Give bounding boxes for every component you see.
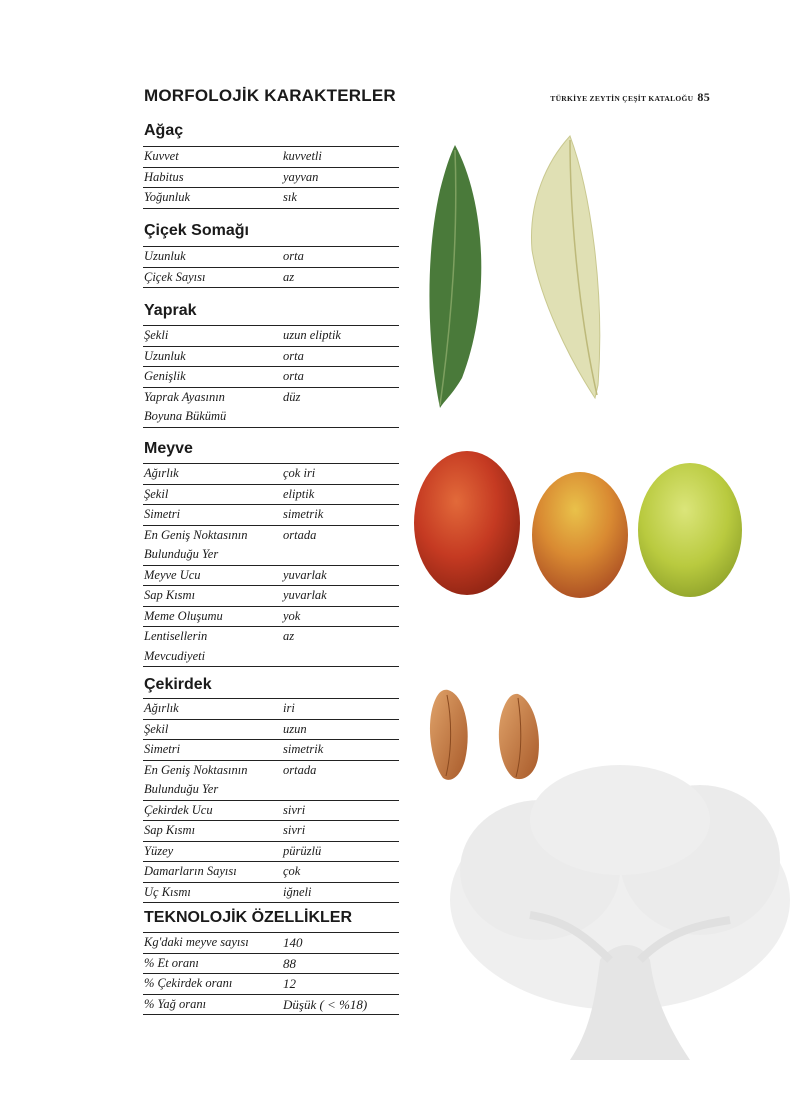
table-row xyxy=(143,168,399,189)
table-row xyxy=(143,485,399,506)
row-value: uzun eliptik xyxy=(283,328,341,342)
table-teknolojik xyxy=(143,932,399,1015)
row-value: az xyxy=(283,269,295,284)
row-value: orta xyxy=(283,249,304,263)
row-key: Genişlik xyxy=(144,369,186,383)
table-yaprak xyxy=(143,325,399,428)
running-header xyxy=(550,90,710,105)
row-value: yuvarlak xyxy=(283,588,327,602)
row-value: uzun xyxy=(283,721,307,736)
section-title-meyve: Meyve xyxy=(144,440,193,457)
section-title-yaprak: Yaprak xyxy=(144,302,197,319)
row-value: Düşük ( < %18) xyxy=(283,996,368,1012)
olive-red xyxy=(414,451,520,595)
table-row xyxy=(143,566,399,587)
row-key: % Et oranı xyxy=(144,955,199,970)
page-title: MORFOLOJİK KARAKTERLER xyxy=(144,86,396,105)
row-value: sık xyxy=(283,190,297,204)
row-key: Şekil xyxy=(144,486,169,501)
row-key: Lentisellerin xyxy=(144,629,208,643)
row-key: Kuvvet xyxy=(144,149,179,163)
table-row xyxy=(143,586,399,607)
table-row xyxy=(143,974,399,995)
table-row xyxy=(143,995,399,1016)
row-key: Yoğunluk xyxy=(144,190,191,204)
table-cicek xyxy=(143,246,399,288)
row-value: iğneli xyxy=(283,884,312,899)
table-cekirdek xyxy=(143,698,399,903)
row-key: Ağırlık xyxy=(144,466,179,480)
row-key: En Geniş Noktasının xyxy=(144,527,248,542)
row-key: Uç Kısmı xyxy=(144,884,191,899)
row-key: Sap Kısmı xyxy=(144,588,196,602)
row-value: iri xyxy=(283,701,295,715)
leaf-upper-side xyxy=(429,145,481,408)
row-value: düz xyxy=(283,389,301,404)
row-value: ortada xyxy=(283,527,317,542)
row-key: Yaprak Ayasının xyxy=(144,389,225,404)
row-value: sivri xyxy=(283,802,306,817)
row-key: Sap Kısmı xyxy=(144,823,196,837)
table-row xyxy=(143,647,399,668)
table-row xyxy=(143,388,399,408)
olive-tree-watermark xyxy=(450,765,790,1060)
section-title-cekirdek: Çekirdek xyxy=(144,676,212,693)
olive-pit-left xyxy=(430,690,468,780)
row-value: sivri xyxy=(283,823,306,837)
table-row xyxy=(143,740,399,761)
row-key: Şekli xyxy=(144,328,169,342)
row-value: orta xyxy=(283,369,304,383)
row-key: Kg'daki meyve sayısı xyxy=(144,935,249,949)
table-row xyxy=(143,268,399,289)
row-value: eliptik xyxy=(283,486,315,501)
page-number: 85 xyxy=(697,90,710,104)
row-key: Ağırlık xyxy=(144,701,179,715)
table-row xyxy=(143,147,399,168)
row-value: pürüzlü xyxy=(283,843,322,858)
row-value: simetrik xyxy=(283,742,324,756)
row-value: simetrik xyxy=(283,507,324,521)
table-row xyxy=(143,821,399,842)
section-title-agac: Ağaç xyxy=(144,122,184,139)
table-row xyxy=(143,883,399,904)
table-row xyxy=(143,367,399,388)
row-value: yuvarlak xyxy=(283,567,327,582)
table-row xyxy=(143,505,399,526)
row-value: yayvan xyxy=(283,169,319,184)
table-row xyxy=(143,464,399,485)
row-key: Habitus xyxy=(144,169,184,184)
row-value: orta xyxy=(283,348,304,363)
row-key: Bulunduğu Yer xyxy=(144,782,219,796)
row-key: Boyuna Bükümü xyxy=(144,409,227,423)
row-value: ortada xyxy=(283,762,317,777)
olive-pit-right xyxy=(499,694,539,779)
table-row xyxy=(143,842,399,863)
row-key: Uzunluk xyxy=(144,249,186,263)
table-row xyxy=(143,720,399,741)
row-value: 140 xyxy=(283,935,303,950)
row-key: En Geniş Noktasının xyxy=(144,762,248,777)
row-key: Damarların Sayısı xyxy=(144,864,237,878)
row-value: 88 xyxy=(283,955,296,971)
row-key: Uzunluk xyxy=(144,348,186,363)
leaf-under-side xyxy=(531,136,599,398)
table-row xyxy=(143,780,399,801)
row-key: Simetri xyxy=(144,507,181,521)
table-row xyxy=(143,407,399,428)
table-row xyxy=(143,247,399,268)
table-row xyxy=(143,862,399,883)
row-key: Bulunduğu Yer xyxy=(144,547,219,561)
row-value: çok iri xyxy=(283,466,316,480)
table-row xyxy=(143,545,399,566)
catalog-name: TÜRKİYE ZEYTİN ÇEŞİT KATALOĞU xyxy=(550,94,694,103)
table-row xyxy=(143,627,399,647)
row-value: 12 xyxy=(283,976,296,991)
olive-orange xyxy=(532,472,628,598)
table-row xyxy=(143,326,399,347)
row-value: çok xyxy=(283,864,301,878)
section-title-cicek: Çiçek Somağı xyxy=(144,222,249,239)
row-key: % Çekirdek oranı xyxy=(144,976,233,990)
table-row xyxy=(143,801,399,822)
table-meyve xyxy=(143,463,399,667)
row-key: Çekirdek Ucu xyxy=(144,802,213,817)
row-value: kuvvetli xyxy=(283,149,322,163)
table-row xyxy=(143,188,399,209)
row-key: Yüzey xyxy=(144,843,174,858)
table-agac xyxy=(143,146,399,209)
table-row xyxy=(143,761,399,781)
row-key: Şekil xyxy=(144,721,169,736)
row-key: Meyve Ucu xyxy=(144,567,201,582)
row-key: Mevcudiyeti xyxy=(144,648,206,663)
table-row xyxy=(143,699,399,720)
row-key: Simetri xyxy=(144,742,181,756)
olive-green xyxy=(638,463,742,597)
section-title-teknolojik: TEKNOLOJİK ÖZELLİKLER xyxy=(144,909,352,926)
row-key: Çiçek Sayısı xyxy=(144,269,206,284)
table-row xyxy=(143,933,399,954)
table-row xyxy=(143,607,399,628)
row-value: yok xyxy=(283,608,301,623)
row-value: az xyxy=(283,629,295,643)
table-row xyxy=(143,526,399,546)
table-row xyxy=(143,954,399,975)
table-row xyxy=(143,347,399,368)
row-key: % Yağ oranı xyxy=(144,996,207,1011)
row-key: Meme Oluşumu xyxy=(144,608,223,623)
